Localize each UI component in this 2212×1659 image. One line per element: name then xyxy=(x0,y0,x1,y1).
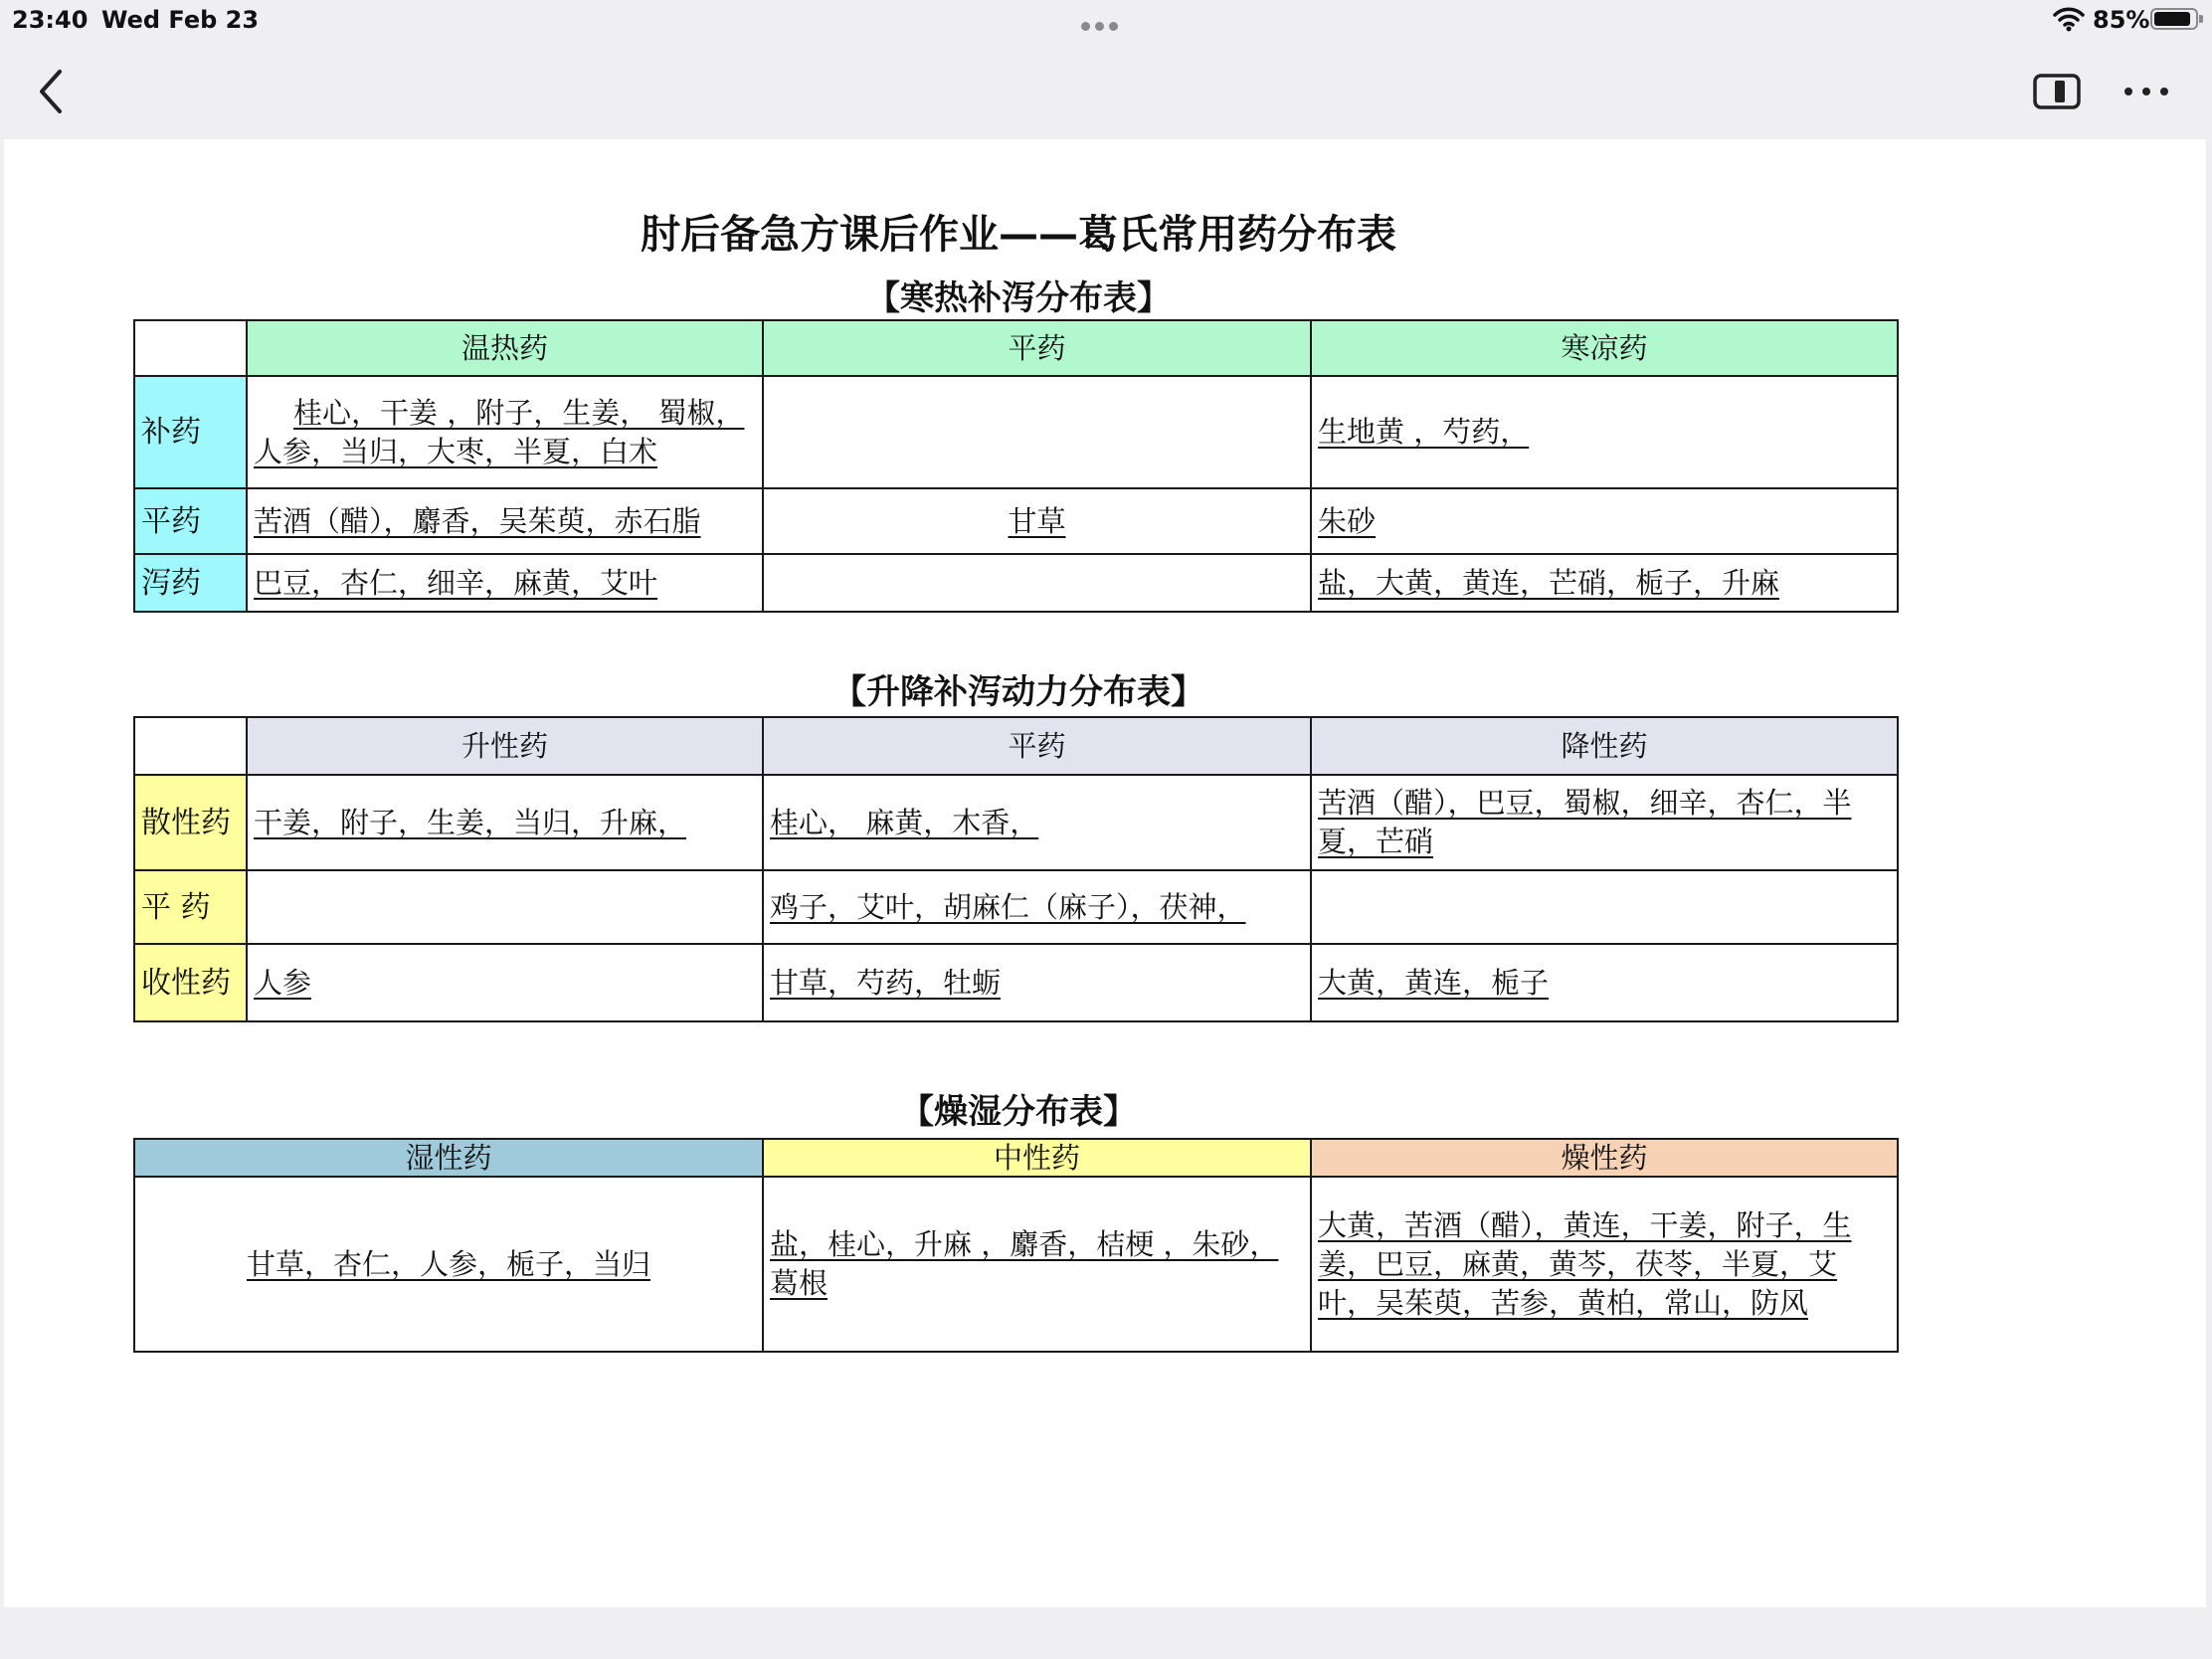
nav-bar xyxy=(0,44,2212,139)
row-header: 补药 xyxy=(134,376,247,488)
table-cell: 甘草，杏仁，人参，栀子，当归 xyxy=(134,1177,763,1352)
multitasking-dots-icon[interactable] xyxy=(1081,16,1123,35)
col-header: 降性药 xyxy=(1311,717,1898,775)
table-cell: 盐，大黄，黄连，芒硝，栀子，升麻 xyxy=(1311,554,1898,612)
back-button[interactable] xyxy=(28,64,76,119)
table-cell xyxy=(763,376,1311,488)
table-cell: 甘草 xyxy=(763,488,1311,554)
col-header: 升性药 xyxy=(247,717,763,775)
table-cell: 大黄，苦酒（醋），黄连，干姜，附子，生姜，巴豆，麻黄，黄芩，茯苓，半夏，艾叶，吴茱萸，苦参，黄柏，常山，防风 xyxy=(1311,1177,1898,1352)
table3-title: 【燥湿分布表】 xyxy=(900,1092,1137,1132)
status-time: 23:40 xyxy=(12,6,89,34)
table-cell: 朱砂 xyxy=(1311,488,1898,554)
table-ascend-descend xyxy=(133,716,1899,1022)
row-header: 平 药 xyxy=(134,870,247,944)
table-cell: 干姜，附子，生姜，当归，升麻， xyxy=(247,775,763,870)
col-header: 中性药 xyxy=(763,1139,1311,1177)
status-date: Wed Feb 23 xyxy=(101,6,260,34)
table-dry-damp xyxy=(133,1138,1899,1353)
document-page xyxy=(4,139,2206,1607)
col-header: 寒凉药 xyxy=(1311,320,1898,376)
sidebar-toggle-button[interactable] xyxy=(2029,68,2085,115)
battery-percent: 85% xyxy=(2093,6,2150,34)
row-header: 散性药 xyxy=(134,775,247,870)
table-cell: 桂心， 麻黄，木香， xyxy=(763,775,1311,870)
table-cold-heat xyxy=(133,319,1899,613)
table2-title: 【升降补泻动力分布表】 xyxy=(832,672,1204,712)
table1-title: 【寒热补泻分布表】 xyxy=(866,278,1171,318)
more-options-button[interactable] xyxy=(2119,68,2174,115)
table-cell: 鸡子，艾叶，胡麻仁（麻子），茯神， xyxy=(763,870,1311,944)
table-cell: 苦酒（醋），麝香，吴茱萸，赤石脂 xyxy=(247,488,763,554)
row-header: 泻药 xyxy=(134,554,247,612)
battery-icon xyxy=(2150,8,2198,30)
table-cell: 生地黄 ，芍药， xyxy=(1311,376,1898,488)
table-cell: 人参 xyxy=(247,944,763,1021)
col-header: 湿性药 xyxy=(134,1139,763,1177)
table-cell: 盐，桂心，升麻 ，麝香，桔梗 ，朱砂，葛根 xyxy=(763,1177,1311,1352)
table-cell: 大黄，黄连，栀子 xyxy=(1311,944,1898,1021)
col-header: 温热药 xyxy=(247,320,763,376)
table-cell xyxy=(763,554,1311,612)
col-header: 平药 xyxy=(763,320,1311,376)
row-header: 平药 xyxy=(134,488,247,554)
col-header: 平药 xyxy=(763,717,1311,775)
corner-cell xyxy=(134,320,247,376)
row-header: 收性药 xyxy=(134,944,247,1021)
table-cell: 桂心，干姜 ，附子，生姜， 蜀椒，人参，当归，大枣，半夏，白术 xyxy=(247,376,763,488)
col-header: 燥性药 xyxy=(1311,1139,1898,1177)
table-cell: 甘草，芍药，牡蛎 xyxy=(763,944,1311,1021)
corner-cell xyxy=(134,717,247,775)
wifi-icon xyxy=(2053,6,2085,32)
table-cell: 巴豆，杏仁，细辛，麻黄，艾叶 xyxy=(247,554,763,612)
table-cell: 苦酒（醋），巴豆，蜀椒，细辛，杏仁，半夏，芒硝 xyxy=(1311,775,1898,870)
table-cell xyxy=(247,870,763,944)
status-bar xyxy=(0,0,2212,44)
page-title: 肘后备急方课后作业——葛氏常用药分布表 xyxy=(641,212,1396,258)
table-cell xyxy=(1311,870,1898,944)
